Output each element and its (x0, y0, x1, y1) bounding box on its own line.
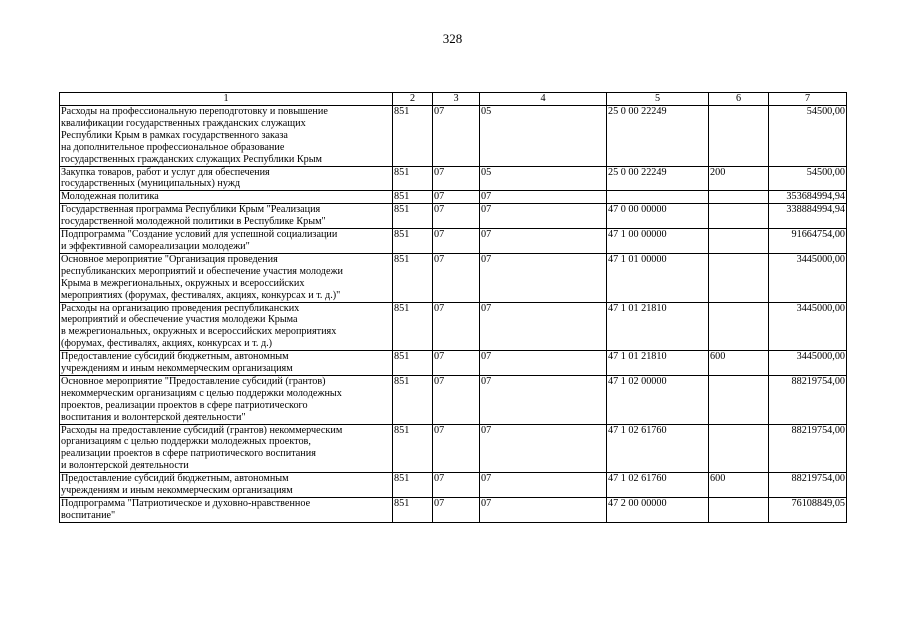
header-col-1: 1 (60, 93, 393, 106)
row-target-article-code: 25 0 00 22249 (607, 166, 709, 191)
row-grbs-code: 851 (393, 498, 433, 523)
row-section-code: 07 (433, 351, 480, 376)
row-section-code: 07 (433, 473, 480, 498)
row-grbs-code: 851 (393, 106, 433, 167)
row-description: Расходы на предоставление субсидий (грантов) некоммерческим организациям с целью поддержки молодежных проектов, реализации проектов в сфере патриотического воспитания и волонтерской деятельности (60, 424, 393, 473)
row-description: Расходы на организацию проведения республиканских мероприятий и обеспечение участия молодежи Крыма в межрегиональных, окружных и всероссийских мероприятиях (форумах, фестивалях, акциях, конкурсах и т. д.) (60, 302, 393, 351)
row-subsection-code: 07 (480, 204, 607, 229)
row-subsection-code: 07 (480, 473, 607, 498)
row-amount: 54500,00 (769, 106, 847, 167)
row-grbs-code: 851 (393, 204, 433, 229)
header-col-4: 4 (480, 93, 607, 106)
row-section-code: 07 (433, 253, 480, 302)
row-expense-type-code (709, 191, 769, 204)
row-target-article-code: 47 2 00 00000 (607, 498, 709, 523)
row-section-code: 07 (433, 106, 480, 167)
row-expense-type-code (709, 424, 769, 473)
header-col-5: 5 (607, 93, 709, 106)
row-section-code: 07 (433, 498, 480, 523)
table-row (60, 351, 847, 376)
row-description: Государственная программа Республики Крым "Реализация государственной молодежной политики в Республике Крым" (60, 204, 393, 229)
row-section-code: 07 (433, 229, 480, 254)
row-subsection-code: 07 (480, 229, 607, 254)
table-row (60, 166, 847, 191)
row-grbs-code: 851 (393, 166, 433, 191)
table-header (60, 93, 847, 106)
row-amount: 88219754,00 (769, 473, 847, 498)
row-grbs-code: 851 (393, 229, 433, 254)
row-target-article-code: 47 1 00 00000 (607, 229, 709, 254)
table-row (60, 498, 847, 523)
row-expense-type-code: 200 (709, 166, 769, 191)
row-grbs-code: 851 (393, 191, 433, 204)
row-description: Молодежная политика (60, 191, 393, 204)
row-amount: 88219754,00 (769, 375, 847, 424)
row-section-code: 07 (433, 424, 480, 473)
table-row (60, 229, 847, 254)
row-grbs-code: 851 (393, 375, 433, 424)
row-description: Предоставление субсидий бюджетным, автономным учреждениям и иным некоммерческим организациям (60, 473, 393, 498)
table-body (60, 106, 847, 523)
row-target-article-code (607, 191, 709, 204)
row-subsection-code: 07 (480, 375, 607, 424)
row-description: Расходы на профессиональную переподготовку и повышение квалификации государственных гражданских служащих Республики Крым в рамках государственного заказа на дополнительное профессиональное образование государственных гражданских служащих Республики Крым (60, 106, 393, 167)
row-subsection-code: 07 (480, 191, 607, 204)
table-row (60, 253, 847, 302)
row-description: Основное мероприятие "Организация проведения республиканских мероприятий и обеспечение участия молодежи Крыма в межрегиональных, окружных и всероссийских мероприятиях (форумах, фестивалях, акциях, конкурсах и т. д.)" (60, 253, 393, 302)
row-amount: 54500,00 (769, 166, 847, 191)
row-target-article-code: 47 1 01 21810 (607, 302, 709, 351)
row-expense-type-code (709, 302, 769, 351)
row-target-article-code: 47 1 02 00000 (607, 375, 709, 424)
row-target-article-code: 47 1 02 61760 (607, 473, 709, 498)
row-expense-type-code (709, 375, 769, 424)
row-section-code: 07 (433, 302, 480, 351)
header-col-2: 2 (393, 93, 433, 106)
table-row (60, 302, 847, 351)
row-expense-type-code (709, 498, 769, 523)
row-grbs-code: 851 (393, 351, 433, 376)
row-grbs-code: 851 (393, 473, 433, 498)
row-subsection-code: 07 (480, 302, 607, 351)
row-amount: 88219754,00 (769, 424, 847, 473)
row-target-article-code: 47 1 02 61760 (607, 424, 709, 473)
row-amount: 3445000,00 (769, 253, 847, 302)
table-row (60, 191, 847, 204)
row-expense-type-code (709, 204, 769, 229)
row-description: Предоставление субсидий бюджетным, автономным учреждениям и иным некоммерческим организациям (60, 351, 393, 376)
row-amount: 338884994,94 (769, 204, 847, 229)
row-expense-type-code: 600 (709, 473, 769, 498)
header-col-6: 6 (709, 93, 769, 106)
row-grbs-code: 851 (393, 424, 433, 473)
page-number: 328 (442, 31, 463, 46)
row-amount: 76108849,05 (769, 498, 847, 523)
row-expense-type-code (709, 106, 769, 167)
row-grbs-code: 851 (393, 302, 433, 351)
row-grbs-code: 851 (393, 253, 433, 302)
table-row (60, 204, 847, 229)
table-row (60, 473, 847, 498)
row-subsection-code: 05 (480, 106, 607, 167)
row-target-article-code: 25 0 00 22249 (607, 106, 709, 167)
table-row (60, 424, 847, 473)
table-row (60, 106, 847, 167)
row-subsection-code: 07 (480, 424, 607, 473)
row-target-article-code: 47 1 01 00000 (607, 253, 709, 302)
row-amount: 353684994,94 (769, 191, 847, 204)
row-amount: 3445000,00 (769, 351, 847, 376)
row-amount: 91664754,00 (769, 229, 847, 254)
row-section-code: 07 (433, 191, 480, 204)
row-section-code: 07 (433, 204, 480, 229)
row-section-code: 07 (433, 166, 480, 191)
table-row (60, 375, 847, 424)
row-subsection-code: 07 (480, 498, 607, 523)
row-section-code: 07 (433, 375, 480, 424)
header-col-7: 7 (769, 93, 847, 106)
row-subsection-code: 07 (480, 253, 607, 302)
row-target-article-code: 47 0 00 00000 (607, 204, 709, 229)
row-subsection-code: 05 (480, 166, 607, 191)
row-description: Основное мероприятие "Предоставление субсидий (грантов) некоммерческим организациям с целью поддержки молодежных проектов, реализации проектов в сфере патриотического воспитания и волонтерской деятельности" (60, 375, 393, 424)
row-target-article-code: 47 1 01 21810 (607, 351, 709, 376)
row-expense-type-code (709, 229, 769, 254)
header-row (60, 93, 847, 106)
row-expense-type-code: 600 (709, 351, 769, 376)
row-expense-type-code (709, 253, 769, 302)
header-col-3: 3 (433, 93, 480, 106)
budget-table (59, 92, 847, 523)
row-subsection-code: 07 (480, 351, 607, 376)
row-description: Подпрограмма "Создание условий для успешной социализации и эффективной самореализации молодежи" (60, 229, 393, 254)
row-description: Подпрограмма "Патриотическое и духовно-нравственное воспитание" (60, 498, 393, 523)
row-description: Закупка товаров, работ и услуг для обеспечения государственных (муниципальных) нужд (60, 166, 393, 191)
row-amount: 3445000,00 (769, 302, 847, 351)
